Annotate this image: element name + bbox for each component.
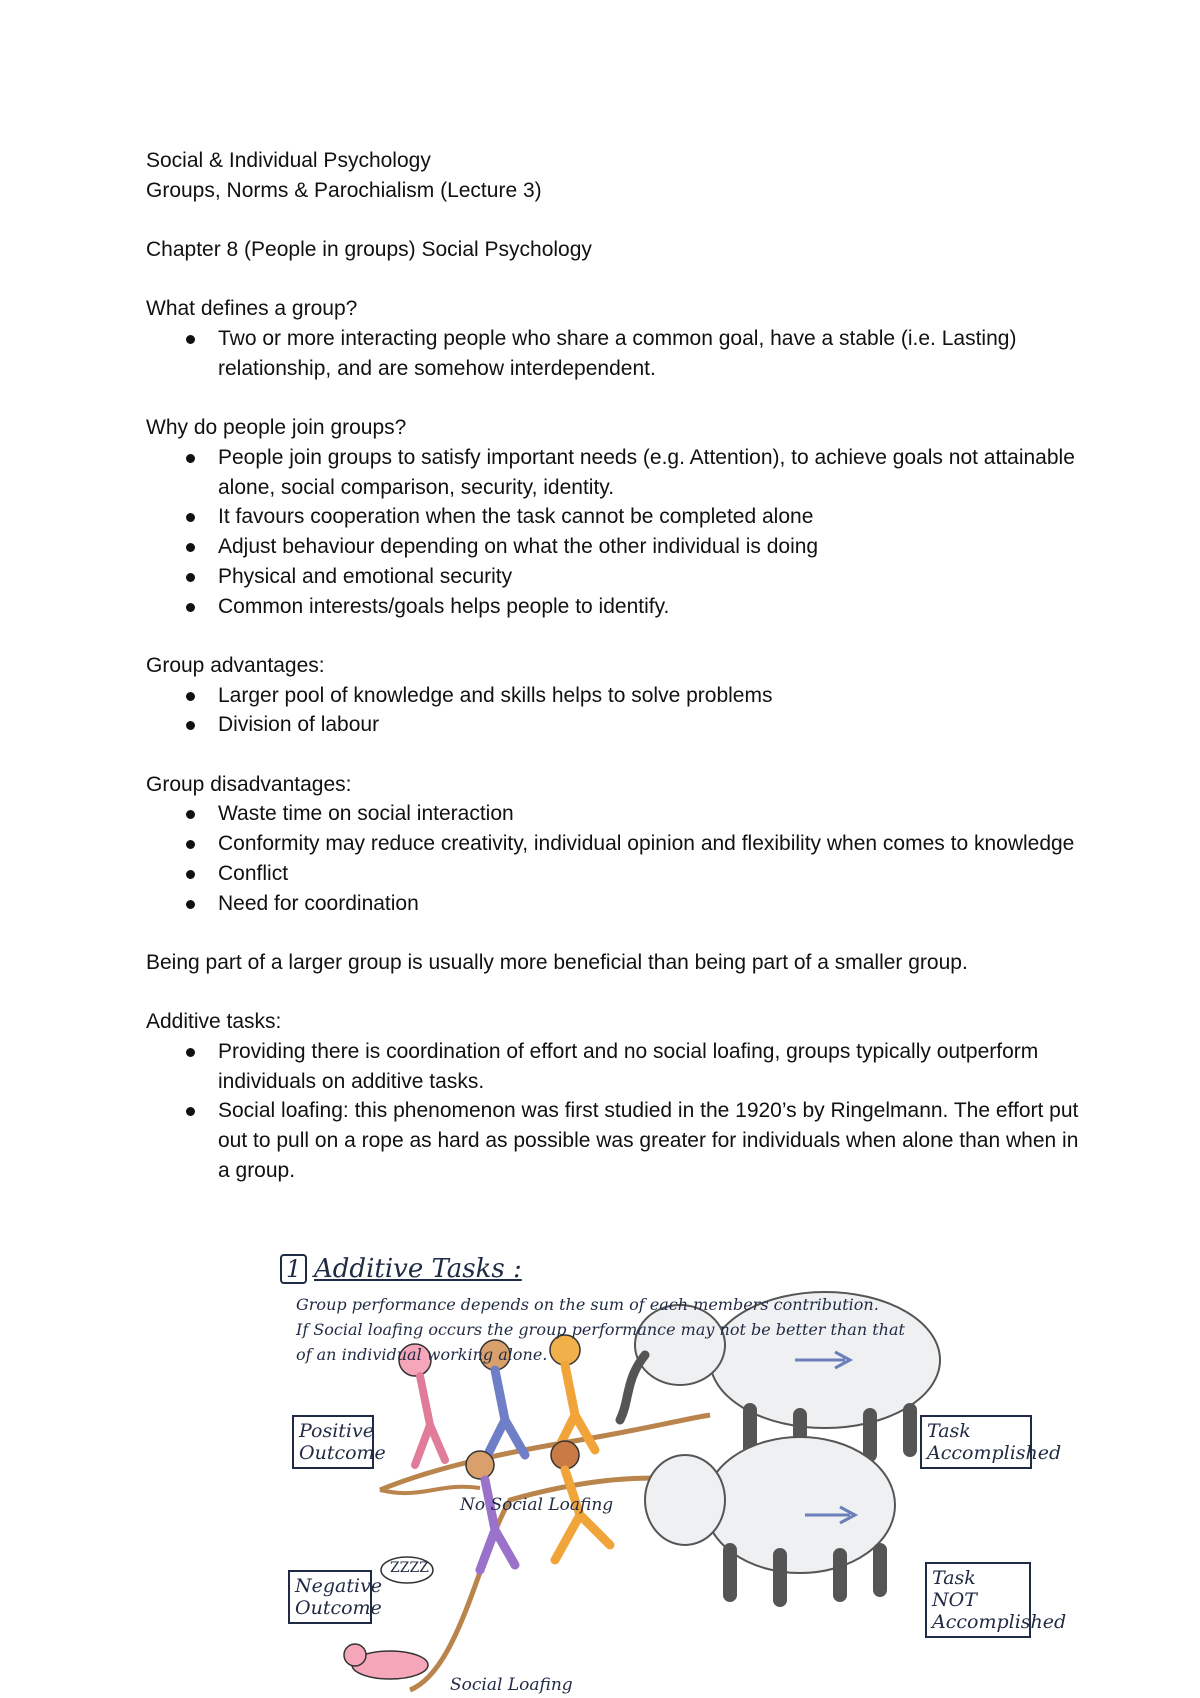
positive-outcome-box: Positive Outcome [292, 1415, 374, 1469]
section-heading-why-join: Why do people join groups? [146, 416, 407, 440]
larger-group-statement: Being part of a larger group is usually more beneficial than being part of a smaller group. [146, 950, 968, 974]
list-item: Two or more interacting people who share a common goal, have a stable (i.e. Lasting) relationship, and are somehow interdependent. [146, 324, 1086, 383]
document-body [146, 146, 1086, 1186]
list-item: Division of labour [146, 710, 1086, 740]
list-item: Conformity may reduce creativity, individual opinion and flexibility when comes to knowledge [146, 829, 1086, 859]
course-title: Social & Individual Psychology [146, 149, 431, 172]
section-heading-additive: Additive tasks: [146, 1010, 282, 1034]
list-item: Larger pool of knowledge and skills helps to solve problems [146, 681, 1086, 711]
advantages-list [146, 681, 1086, 740]
list-item: Providing there is coordination of effort and no social loafing, groups typically outperform individuals on additive tasks. [146, 1037, 1086, 1096]
sleep-bubble-text: ZZZZ [390, 1560, 429, 1576]
list-item: It favours cooperation when the task cannot be completed alone [146, 502, 1086, 532]
list-item: Physical and emotional security [146, 562, 1086, 592]
person-pink-body [415, 1376, 445, 1465]
person-sleeping-head [344, 1644, 366, 1666]
list-item: Common interests/goals helps people to identify. [146, 592, 1086, 622]
lecture-title: Groups, Norms & Parochialism (Lecture 3) [146, 178, 542, 202]
figure-number: 1 [280, 1254, 307, 1284]
task-not-accomplished-box: Task NOT Accomplished [925, 1562, 1031, 1638]
no-social-loafing-caption: No Social Loafing [460, 1495, 614, 1515]
person-purple-body [480, 1480, 515, 1570]
chapter-title: Chapter 8 (People in groups) Social Psychology [146, 238, 592, 262]
list-item: Need for coordination [146, 889, 1086, 919]
list-item: People join groups to satisfy important needs (e.g. Attention), to achieve goals not attainable alone, social comparison, security, identity. [146, 443, 1086, 502]
negative-outcome-box: Negative Outcome [288, 1570, 372, 1624]
list-item: Waste time on social interaction [146, 799, 1086, 829]
list-item: Adjust behaviour depending on what the other individual is doing [146, 532, 1086, 562]
section-heading-defines: What defines a group? [146, 297, 358, 321]
social-loafing-caption: Social Loafing [450, 1675, 573, 1695]
additive-tasks-illustration [280, 1250, 1067, 1698]
person-purple-head [466, 1451, 494, 1479]
section-heading-disadvantages: Group disadvantages: [146, 772, 352, 796]
section-heading-advantages: Group advantages: [146, 653, 325, 677]
additive-list [146, 1037, 1086, 1186]
rope-end-top [380, 1487, 480, 1493]
list-item: Social loafing: this phenomenon was first studied in the 1920’s by Ringelmann. The effort put out to pull on a rope as hard as possible was greater for individuals when alone than when in a group. [146, 1096, 1086, 1185]
elephant-bottom-head [645, 1455, 725, 1545]
figure-description: Group performance depends on the sum of each members contribution. If Social loafing occurs the group performance may not be better than that of an individual working alone. [296, 1295, 905, 1364]
task-accomplished-box: Task Accomplished [920, 1415, 1032, 1469]
figure-title: Additive Tasks : [314, 1254, 522, 1284]
person-orange2-head [551, 1441, 579, 1469]
defines-list [146, 324, 1086, 383]
why-join-list [146, 443, 1086, 621]
disadvantages-list [146, 799, 1086, 918]
person-blue-body [485, 1370, 525, 1460]
list-item: Conflict [146, 859, 1086, 889]
